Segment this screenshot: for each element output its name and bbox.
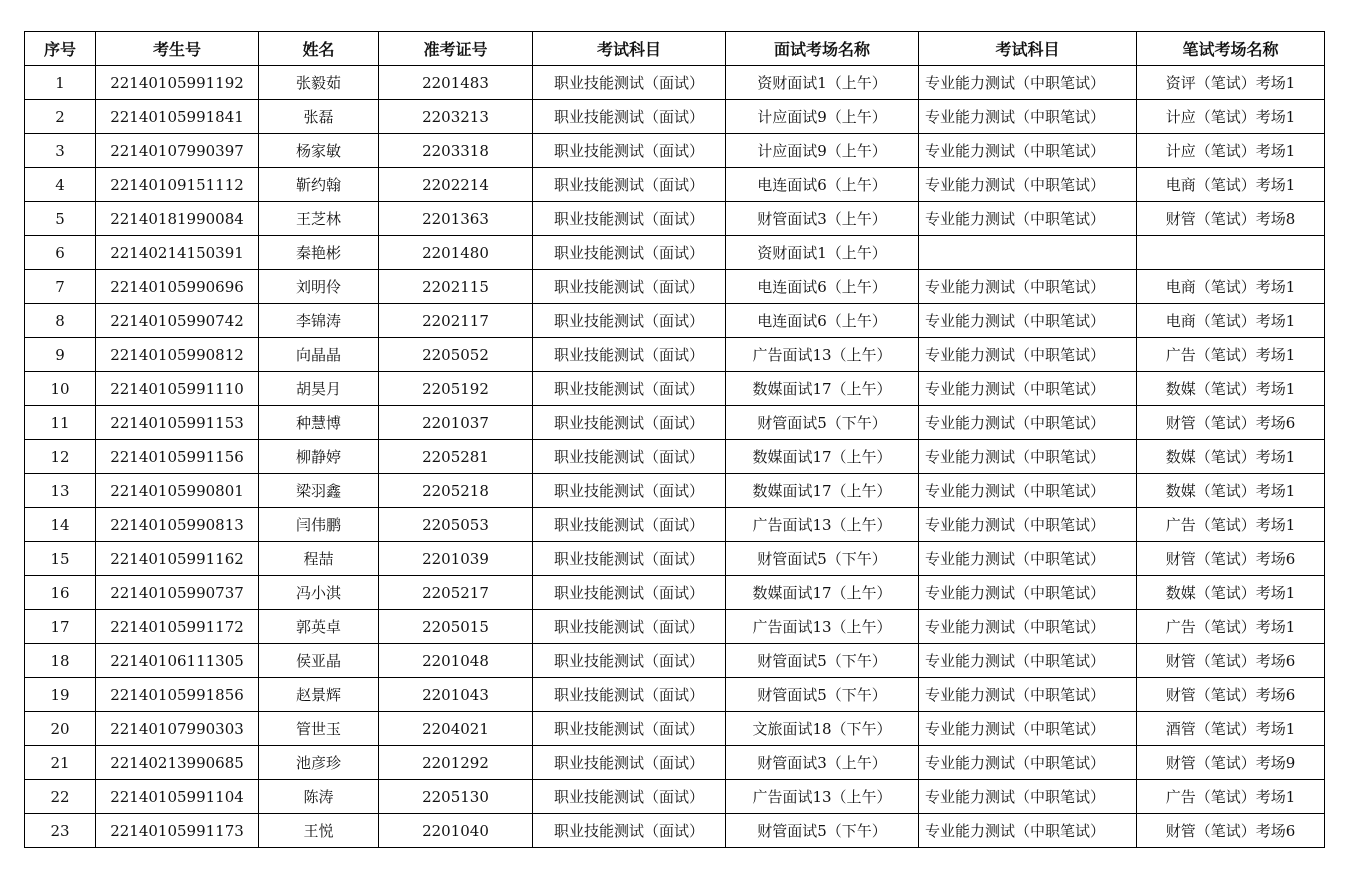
interview-room-cell: 财管面试5（下午） — [726, 814, 919, 848]
header-row — [25, 32, 1325, 66]
candidate-no-cell: 22140105991173 — [96, 814, 259, 848]
admission-no-cell: 2201039 — [379, 542, 533, 576]
seq-cell: 2 — [25, 100, 96, 134]
name-cell: 梁羽鑫 — [259, 474, 379, 508]
written-room-cell: 电商（笔试）考场1 — [1137, 270, 1325, 304]
written-room-cell: 数媒（笔试）考场1 — [1137, 474, 1325, 508]
written-room-cell: 资评（笔试）考场1 — [1137, 66, 1325, 100]
candidate-no-cell: 22140105991153 — [96, 406, 259, 440]
seq-cell: 16 — [25, 576, 96, 610]
candidate-no-cell: 22140213990685 — [96, 746, 259, 780]
written-room-cell: 广告（笔试）考场1 — [1137, 338, 1325, 372]
candidate-no-cell: 22140105991162 — [96, 542, 259, 576]
name-cell: 郭英卓 — [259, 610, 379, 644]
written-room-cell: 财管（笔试）考场8 — [1137, 202, 1325, 236]
interview-subject-cell: 职业技能测试（面试） — [533, 644, 726, 678]
written-room-cell: 电商（笔试）考场1 — [1137, 304, 1325, 338]
interview-subject-cell: 职业技能测试（面试） — [533, 746, 726, 780]
candidate-no-cell: 22140105991192 — [96, 66, 259, 100]
interview-subject-cell: 职业技能测试（面试） — [533, 508, 726, 542]
interview-room-cell: 广告面试13（上午） — [726, 610, 919, 644]
candidate-no-cell: 22140107990303 — [96, 712, 259, 746]
interview-subject-cell: 职业技能测试（面试） — [533, 474, 726, 508]
admission-no-cell: 2201037 — [379, 406, 533, 440]
seq-cell: 7 — [25, 270, 96, 304]
name-cell: 陈涛 — [259, 780, 379, 814]
table-header — [25, 32, 1325, 66]
admission-no-cell: 2201483 — [379, 66, 533, 100]
interview-subject-cell: 职业技能测试（面试） — [533, 372, 726, 406]
interview-room-cell: 广告面试13（上午） — [726, 338, 919, 372]
written-subject-cell: 专业能力测试（中职笔试） — [919, 542, 1137, 576]
table-body — [25, 66, 1325, 848]
interview-room-cell: 财管面试5（下午） — [726, 406, 919, 440]
name-cell: 刘明伶 — [259, 270, 379, 304]
candidate-no-cell: 22140105990813 — [96, 508, 259, 542]
interview-subject-cell: 职业技能测试（面试） — [533, 202, 726, 236]
seq-cell: 6 — [25, 236, 96, 270]
table-row — [25, 610, 1325, 644]
admission-no-cell: 2202115 — [379, 270, 533, 304]
interview-subject-cell: 职业技能测试（面试） — [533, 100, 726, 134]
name-cell: 程喆 — [259, 542, 379, 576]
candidate-no-cell: 22140105991841 — [96, 100, 259, 134]
written-subject-cell: 专业能力测试（中职笔试） — [919, 746, 1137, 780]
admission-no-cell: 2205218 — [379, 474, 533, 508]
header-written-room: 笔试考场名称 — [1137, 32, 1325, 66]
written-room-cell: 电商（笔试）考场1 — [1137, 168, 1325, 202]
interview-room-cell: 数媒面试17（上午） — [726, 576, 919, 610]
name-cell: 池彦珍 — [259, 746, 379, 780]
admission-no-cell: 2201363 — [379, 202, 533, 236]
admission-no-cell: 2205192 — [379, 372, 533, 406]
interview-room-cell: 资财面试1（上午） — [726, 236, 919, 270]
admission-no-cell: 2205281 — [379, 440, 533, 474]
written-room-cell: 数媒（笔试）考场1 — [1137, 576, 1325, 610]
candidate-no-cell: 22140105991172 — [96, 610, 259, 644]
header-interview-subject: 考试科目 — [533, 32, 726, 66]
table-row — [25, 780, 1325, 814]
interview-room-cell: 电连面试6（上午） — [726, 270, 919, 304]
name-cell: 王芝林 — [259, 202, 379, 236]
name-cell: 柳静婷 — [259, 440, 379, 474]
candidate-no-cell: 22140106111305 — [96, 644, 259, 678]
written-subject-cell: 专业能力测试（中职笔试） — [919, 508, 1137, 542]
seq-cell: 22 — [25, 780, 96, 814]
interview-subject-cell: 职业技能测试（面试） — [533, 440, 726, 474]
interview-subject-cell: 职业技能测试（面试） — [533, 236, 726, 270]
name-cell: 侯亚晶 — [259, 644, 379, 678]
written-subject-cell: 专业能力测试（中职笔试） — [919, 440, 1137, 474]
seq-cell: 17 — [25, 610, 96, 644]
name-cell: 王悦 — [259, 814, 379, 848]
written-room-cell: 财管（笔试）考场6 — [1137, 406, 1325, 440]
seq-cell: 8 — [25, 304, 96, 338]
written-room-cell: 广告（笔试）考场1 — [1137, 780, 1325, 814]
written-room-cell: 广告（笔试）考场1 — [1137, 610, 1325, 644]
candidate-no-cell: 22140105990801 — [96, 474, 259, 508]
seq-cell: 23 — [25, 814, 96, 848]
admission-no-cell: 2202117 — [379, 304, 533, 338]
candidate-no-cell: 22140105990737 — [96, 576, 259, 610]
interview-room-cell: 财管面试5（下午） — [726, 542, 919, 576]
written-subject-cell: 专业能力测试（中职笔试） — [919, 66, 1137, 100]
seq-cell: 4 — [25, 168, 96, 202]
seq-cell: 5 — [25, 202, 96, 236]
header-written-subject: 考试科目 — [919, 32, 1137, 66]
interview-subject-cell: 职业技能测试（面试） — [533, 134, 726, 168]
table-row — [25, 746, 1325, 780]
table-row — [25, 474, 1325, 508]
interview-subject-cell: 职业技能测试（面试） — [533, 542, 726, 576]
interview-room-cell: 广告面试13（上午） — [726, 780, 919, 814]
written-room-cell: 广告（笔试）考场1 — [1137, 508, 1325, 542]
table-row — [25, 202, 1325, 236]
interview-subject-cell: 职业技能测试（面试） — [533, 168, 726, 202]
candidate-no-cell: 22140105991856 — [96, 678, 259, 712]
name-cell: 向晶晶 — [259, 338, 379, 372]
name-cell: 种慧博 — [259, 406, 379, 440]
interview-room-cell: 财管面试5（下午） — [726, 644, 919, 678]
seq-cell: 3 — [25, 134, 96, 168]
written-subject-cell: 专业能力测试（中职笔试） — [919, 372, 1137, 406]
interview-room-cell: 财管面试3（上午） — [726, 202, 919, 236]
seq-cell: 15 — [25, 542, 96, 576]
written-subject-cell: 专业能力测试（中职笔试） — [919, 644, 1137, 678]
written-subject-cell: 专业能力测试（中职笔试） — [919, 202, 1137, 236]
candidate-no-cell: 22140105990696 — [96, 270, 259, 304]
written-subject-cell: 专业能力测试（中职笔试） — [919, 814, 1137, 848]
name-cell: 冯小淇 — [259, 576, 379, 610]
table-row — [25, 372, 1325, 406]
table-row — [25, 338, 1325, 372]
header-name: 姓名 — [259, 32, 379, 66]
interview-subject-cell: 职业技能测试（面试） — [533, 576, 726, 610]
candidate-no-cell: 22140105991104 — [96, 780, 259, 814]
written-subject-cell: 专业能力测试（中职笔试） — [919, 406, 1137, 440]
seq-cell: 11 — [25, 406, 96, 440]
seq-cell: 10 — [25, 372, 96, 406]
name-cell: 张磊 — [259, 100, 379, 134]
written-room-cell: 财管（笔试）考场6 — [1137, 814, 1325, 848]
interview-room-cell: 广告面试13（上午） — [726, 508, 919, 542]
interview-room-cell: 电连面试6（上午） — [726, 304, 919, 338]
admission-no-cell: 2205053 — [379, 508, 533, 542]
written-subject-cell: 专业能力测试（中职笔试） — [919, 338, 1137, 372]
interview-room-cell: 财管面试5（下午） — [726, 678, 919, 712]
interview-subject-cell: 职业技能测试（面试） — [533, 406, 726, 440]
written-subject-cell: 专业能力测试（中职笔试） — [919, 610, 1137, 644]
written-subject-cell — [919, 236, 1137, 270]
interview-room-cell: 资财面试1（上午） — [726, 66, 919, 100]
table-row — [25, 576, 1325, 610]
interview-subject-cell: 职业技能测试（面试） — [533, 66, 726, 100]
interview-subject-cell: 职业技能测试（面试） — [533, 270, 726, 304]
interview-subject-cell: 职业技能测试（面试） — [533, 712, 726, 746]
interview-subject-cell: 职业技能测试（面试） — [533, 780, 726, 814]
table-row — [25, 134, 1325, 168]
seq-cell: 9 — [25, 338, 96, 372]
candidate-no-cell: 22140109151112 — [96, 168, 259, 202]
written-subject-cell: 专业能力测试（中职笔试） — [919, 304, 1137, 338]
seq-cell: 12 — [25, 440, 96, 474]
written-room-cell: 财管（笔试）考场6 — [1137, 644, 1325, 678]
admission-no-cell: 2205015 — [379, 610, 533, 644]
table-row — [25, 678, 1325, 712]
name-cell: 杨家敏 — [259, 134, 379, 168]
table-row — [25, 542, 1325, 576]
interview-subject-cell: 职业技能测试（面试） — [533, 338, 726, 372]
table-row — [25, 644, 1325, 678]
exam-roster-table — [24, 31, 1325, 848]
header-seq: 序号 — [25, 32, 96, 66]
name-cell: 管世玉 — [259, 712, 379, 746]
admission-no-cell: 2205217 — [379, 576, 533, 610]
table-row — [25, 712, 1325, 746]
name-cell: 赵景辉 — [259, 678, 379, 712]
interview-subject-cell: 职业技能测试（面试） — [533, 678, 726, 712]
admission-no-cell: 2203213 — [379, 100, 533, 134]
table-row — [25, 66, 1325, 100]
interview-subject-cell: 职业技能测试（面试） — [533, 610, 726, 644]
written-room-cell: 财管（笔试）考场6 — [1137, 678, 1325, 712]
seq-cell: 20 — [25, 712, 96, 746]
interview-subject-cell: 职业技能测试（面试） — [533, 304, 726, 338]
candidate-no-cell: 22140105990812 — [96, 338, 259, 372]
name-cell: 李锦涛 — [259, 304, 379, 338]
written-subject-cell: 专业能力测试（中职笔试） — [919, 678, 1137, 712]
seq-cell: 18 — [25, 644, 96, 678]
written-subject-cell: 专业能力测试（中职笔试） — [919, 712, 1137, 746]
header-candidate-no: 考生号 — [96, 32, 259, 66]
candidate-no-cell: 22140105991110 — [96, 372, 259, 406]
table-row — [25, 508, 1325, 542]
table-row — [25, 100, 1325, 134]
admission-no-cell: 2205052 — [379, 338, 533, 372]
name-cell: 张毅茹 — [259, 66, 379, 100]
table-row — [25, 406, 1325, 440]
written-subject-cell: 专业能力测试（中职笔试） — [919, 474, 1137, 508]
name-cell: 秦艳彬 — [259, 236, 379, 270]
candidate-no-cell: 22140214150391 — [96, 236, 259, 270]
written-subject-cell: 专业能力测试（中职笔试） — [919, 576, 1137, 610]
admission-no-cell: 2202214 — [379, 168, 533, 202]
written-room-cell: 数媒（笔试）考场1 — [1137, 372, 1325, 406]
header-interview-room: 面试考场名称 — [726, 32, 919, 66]
written-room-cell: 财管（笔试）考场6 — [1137, 542, 1325, 576]
interview-room-cell: 计应面试9（上午） — [726, 134, 919, 168]
seq-cell: 13 — [25, 474, 96, 508]
header-admission-no: 准考证号 — [379, 32, 533, 66]
written-subject-cell: 专业能力测试（中职笔试） — [919, 168, 1137, 202]
admission-no-cell: 2204021 — [379, 712, 533, 746]
interview-room-cell: 计应面试9（上午） — [726, 100, 919, 134]
written-subject-cell: 专业能力测试（中职笔试） — [919, 780, 1137, 814]
written-room-cell: 酒管（笔试）考场1 — [1137, 712, 1325, 746]
admission-no-cell: 2201292 — [379, 746, 533, 780]
admission-no-cell: 2201040 — [379, 814, 533, 848]
admission-no-cell: 2201043 — [379, 678, 533, 712]
written-subject-cell: 专业能力测试（中职笔试） — [919, 100, 1137, 134]
seq-cell: 1 — [25, 66, 96, 100]
candidate-no-cell: 22140181990084 — [96, 202, 259, 236]
interview-room-cell: 数媒面试17（上午） — [726, 474, 919, 508]
table-row — [25, 814, 1325, 848]
table-row — [25, 440, 1325, 474]
name-cell: 闫伟鹏 — [259, 508, 379, 542]
written-subject-cell: 专业能力测试（中职笔试） — [919, 134, 1137, 168]
interview-room-cell: 数媒面试17（上午） — [726, 372, 919, 406]
seq-cell: 14 — [25, 508, 96, 542]
interview-room-cell: 电连面试6（上午） — [726, 168, 919, 202]
interview-subject-cell: 职业技能测试（面试） — [533, 814, 726, 848]
written-room-cell: 计应（笔试）考场1 — [1137, 134, 1325, 168]
candidate-no-cell: 22140107990397 — [96, 134, 259, 168]
written-room-cell: 财管（笔试）考场9 — [1137, 746, 1325, 780]
interview-room-cell: 财管面试3（上午） — [726, 746, 919, 780]
name-cell: 靳约翰 — [259, 168, 379, 202]
admission-no-cell: 2205130 — [379, 780, 533, 814]
written-room-cell — [1137, 236, 1325, 270]
admission-no-cell: 2203318 — [379, 134, 533, 168]
admission-no-cell: 2201048 — [379, 644, 533, 678]
written-room-cell: 数媒（笔试）考场1 — [1137, 440, 1325, 474]
interview-room-cell: 文旅面试18（下午） — [726, 712, 919, 746]
table-row — [25, 304, 1325, 338]
seq-cell: 19 — [25, 678, 96, 712]
candidate-no-cell: 22140105990742 — [96, 304, 259, 338]
table-row — [25, 236, 1325, 270]
interview-room-cell: 数媒面试17（上午） — [726, 440, 919, 474]
table-row — [25, 270, 1325, 304]
candidate-no-cell: 22140105991156 — [96, 440, 259, 474]
table-row — [25, 168, 1325, 202]
admission-no-cell: 2201480 — [379, 236, 533, 270]
name-cell: 胡昊月 — [259, 372, 379, 406]
seq-cell: 21 — [25, 746, 96, 780]
written-room-cell: 计应（笔试）考场1 — [1137, 100, 1325, 134]
written-subject-cell: 专业能力测试（中职笔试） — [919, 270, 1137, 304]
